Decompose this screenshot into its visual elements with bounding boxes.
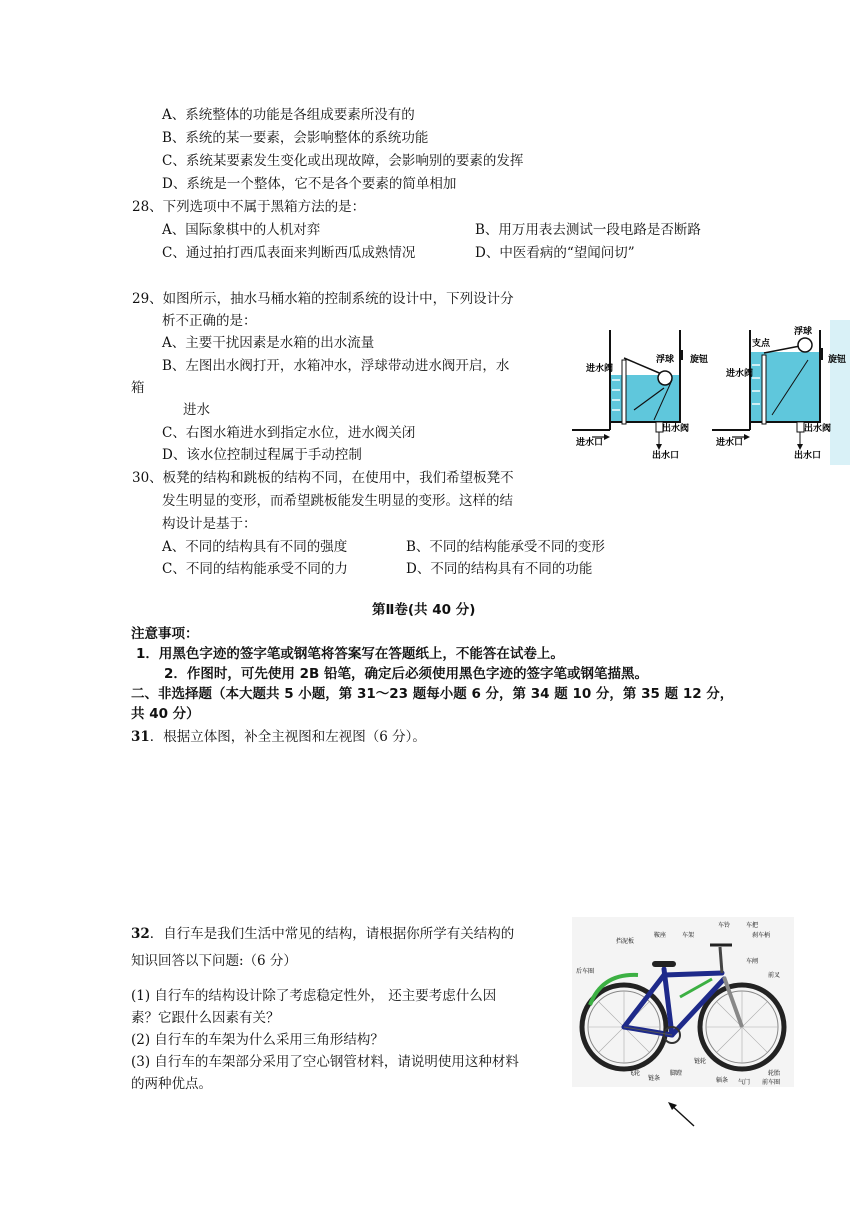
- right-inlet-label: 进水口: [716, 438, 744, 448]
- q28-option-c: C、通过拍打西瓜表面来判断西瓜成熟情况: [162, 245, 416, 261]
- chain-label: 链条: [648, 1075, 661, 1082]
- q30-option-d: D、不同的结构具有不同的功能: [406, 561, 593, 577]
- right-inlet-valve-label: 进水阀: [726, 369, 754, 379]
- q27-option-c: C、系统某要素发生变化或出现故障，会影响别的要素的发挥: [162, 153, 524, 169]
- q29-option-a: A、主要干扰因素是水箱的出水流量: [162, 335, 375, 351]
- q29-option-b-line1: B、左图出水阀打开，水箱冲水，浮球带动进水阀开启，水: [162, 358, 510, 374]
- q32-line1-body: ．自行车是我们生活中常见的结构，请根据你所学有关结构的: [149, 926, 515, 942]
- q29-option-d: D、该水位控制过程属于手动控制: [162, 447, 362, 463]
- arrow-icon: [664, 1098, 696, 1130]
- q32-line1: [131, 924, 514, 944]
- q29-option-b-line3: 进水: [183, 402, 210, 418]
- right-float-label: 浮球: [794, 327, 813, 337]
- q30-stem-line1: 30、板凳的结构和跳板的结构不同，在使用中，我们希望板凳不: [132, 470, 514, 486]
- saddle-label: 鞍座: [654, 932, 667, 939]
- q32-part2: (2) 自行车的车架为什么采用三角形结构？: [131, 1032, 384, 1048]
- pedal-label: 脚蹬: [670, 1070, 683, 1077]
- section-heading-line2: 共 40 分）: [131, 706, 200, 722]
- q31-text: [131, 727, 426, 747]
- q32-part1-line2: 素？它跟什么因素有关？: [131, 1010, 280, 1026]
- left-knob-label: 旋钮: [690, 355, 709, 365]
- front-rim-label: 前车圈: [762, 1079, 781, 1086]
- spoke-label: 辐条: [716, 1077, 729, 1084]
- section-heading-line1: 二、非选择题（本大题共 5 小题，第 31～23 题每小题 6 分，第 34 题 10 分，第 35 题 12 分，: [131, 686, 734, 702]
- left-inlet-label: 进水口: [576, 438, 604, 448]
- sprocket-label: 链轮: [694, 1058, 707, 1065]
- q29-option-c: C、右图水箱进水到指定水位，进水阀关闭: [162, 425, 416, 441]
- bell-label: 车铃: [718, 922, 731, 929]
- handlebar-label: 车把: [746, 922, 759, 929]
- notice-heading: 注意事项：: [131, 626, 199, 642]
- q32-part1-line1: (1) 自行车的结构设计除了考虑稳定性外， 还主要考虑什么因: [131, 988, 497, 1004]
- q32-part3-line1: (3) 自行车的车架部分采用了空心钢管材料，请说明使用这种材料: [131, 1054, 519, 1070]
- q32-part3-line2: 的两种优点。: [131, 1076, 212, 1092]
- tire-label: 轮胎: [768, 1070, 781, 1077]
- q29-stem-line1: 29、如图所示，抽水马桶水箱的控制系统的设计中，下列设计分: [132, 291, 514, 307]
- q27-option-b: B、系统的某一要素，会影响整体的系统功能: [162, 130, 429, 146]
- q30-stem-line3: 构设计是基于：: [162, 516, 257, 532]
- right-pivot-label: 支点: [752, 339, 771, 349]
- left-float-label: 浮球: [656, 355, 675, 365]
- q28-option-a: A、国际象棋中的人机对弈: [162, 222, 321, 238]
- q30-option-c: C、不同的结构能承受不同的力: [162, 561, 348, 577]
- fork-label: 前叉: [768, 972, 781, 979]
- flywheel-label: 飞轮: [628, 1070, 641, 1077]
- q31-number: 31: [131, 729, 150, 745]
- bicycle-diagram: [572, 917, 794, 1087]
- q28-option-b: B、用万用表去测试一段电路是否断路: [475, 222, 701, 238]
- q28-stem: 28、下列选项中不属于黑箱方法的是：: [132, 199, 366, 215]
- left-outlet-label: 出水口: [652, 451, 680, 461]
- q32-number: 32: [131, 926, 150, 942]
- q27-option-a: A、系统整体的功能是各组成要素所没有的: [162, 107, 415, 123]
- q28-option-d: D、中医看病的“望闻问切”: [475, 245, 635, 261]
- frame-label: 车架: [682, 932, 695, 939]
- rear-wheel-label: 后车圈: [576, 968, 595, 975]
- q32-line2: 知识回答以下问题:（6 分）: [131, 953, 297, 969]
- right-outlet-valve-label: 出水阀: [804, 424, 832, 434]
- q31-body: ．根据立体图，补全主视图和左视图（6 分）。: [149, 729, 426, 745]
- q29-stem-line2: 析不正确的是：: [162, 313, 257, 329]
- q30-stem-line2: 发生明显的变形，而希望跳板能发生明显的变形。这样的结: [162, 493, 513, 509]
- q27-option-d: D、系统是一个整体，它不是各个要素的简单相加: [162, 176, 457, 192]
- valve-label: 气门: [738, 1079, 751, 1086]
- q30-option-a: A、不同的结构具有不同的强度: [162, 539, 348, 555]
- fender-label: 挡泥板: [616, 938, 635, 945]
- q30-option-b: B、不同的结构能承受不同的变形: [406, 539, 605, 555]
- brake-lever-label: 刹车柄: [752, 932, 771, 939]
- left-outlet-valve-label: 出水阀: [662, 424, 690, 434]
- notice-item-1: 1．用黑色字迹的签字笔或钢笔将答案写在答题纸上，不能答在试卷上。: [136, 646, 564, 662]
- right-knob-label: 旋钮: [828, 355, 847, 365]
- part2-title: 第Ⅱ卷(共 40 分): [372, 602, 476, 618]
- notice-item-2: 2．作图时，可先使用 2B 铅笔，确定后必须使用黑色字迹的签字笔或钢笔描黑。: [164, 666, 648, 682]
- toilet-tank-diagram: [572, 320, 850, 465]
- left-inlet-valve-label: 进水阀: [586, 364, 614, 374]
- q29-option-b-line2: 箱: [131, 380, 145, 396]
- right-outlet-label: 出水口: [794, 451, 822, 461]
- brake-label: 车闸: [746, 958, 759, 965]
